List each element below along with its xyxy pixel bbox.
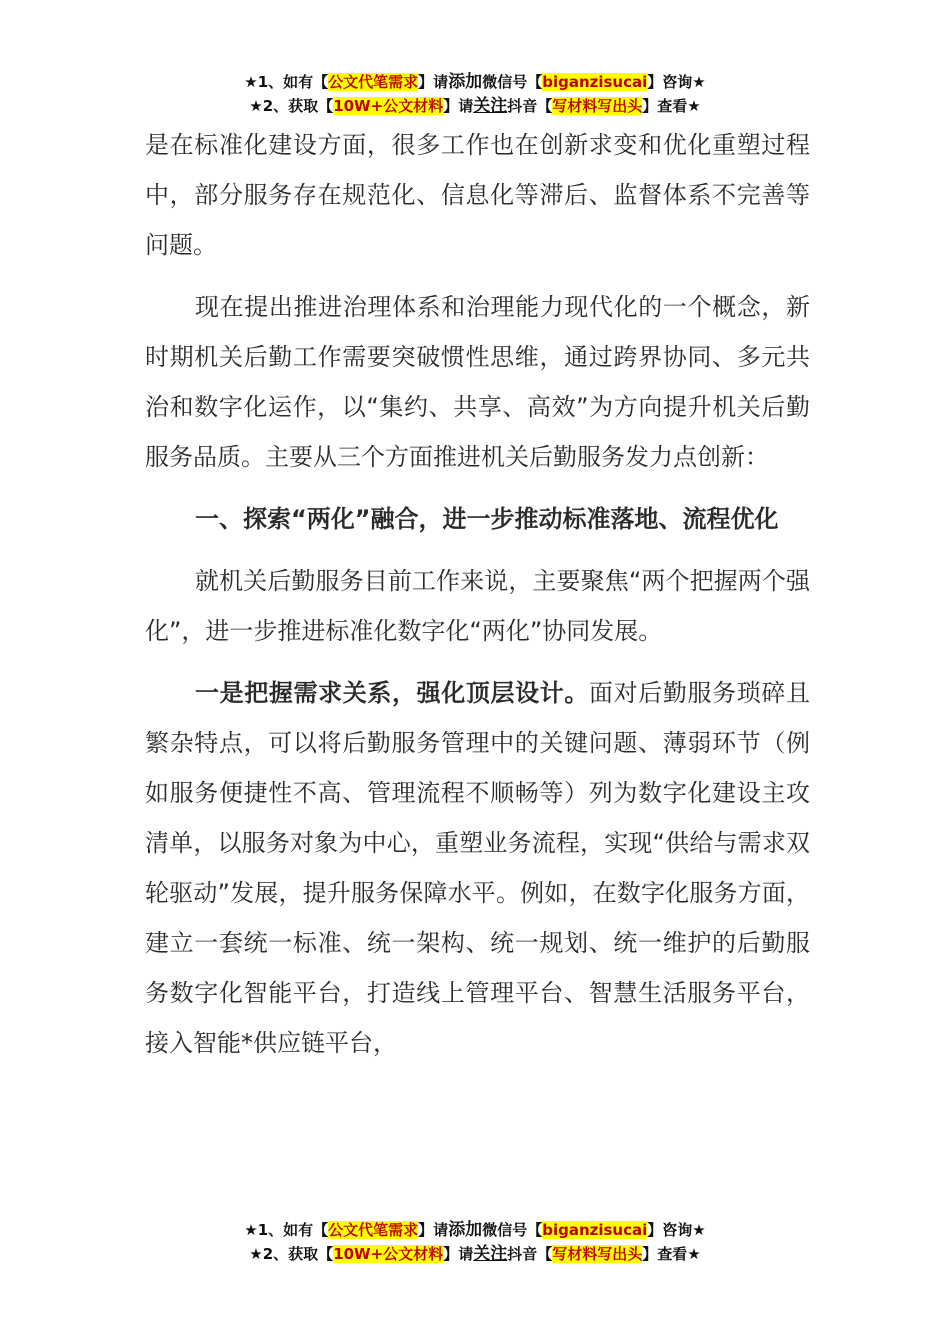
document-body xyxy=(145,120,810,1080)
paragraph-4-text: 面对后勤服务琐碎且繁杂特点，可以将后勤服务管理中的关键问题、薄弱环节（例如服务便捷性不高、管理流程不顺畅等）列为数字化建设主攻清单，以服务对象为中心，重塑业务流程，实现“供给与需求双轮驱动”发展，提升服务保障水平。例如，在数字化服务方面，建立一套统一标准、统一架构、统一规划、统一维护的后勤服务数字化智能平台，打造线上管理平台、智慧生活服务平台，接入智能*供应链平台， xyxy=(145,679,810,1057)
paragraph-2: 现在提出推进治理体系和治理能力现代化的一个概念，新时期机关后勤工作需要突破惯性思维，通过跨界协同、多元共治和数字化运作，以“集约、共享、高效”为方向提升机关后勤服务品质。主要从三个方面推进机关后勤服务发力点创新： xyxy=(145,293,810,471)
banner-line-2: ★2、获取【10W+公文材料】请关注抖音【写材料写出头】查看★ xyxy=(249,96,701,116)
highlight-materials: 10W+公文材料 xyxy=(333,97,444,115)
footer-line-1: ★1、如有【公文代笔需求】请添加微信号【biganzisucai】咨询★ xyxy=(244,1220,706,1240)
highlight-douyin: 写材料写出头 xyxy=(552,97,643,115)
paragraph-4 xyxy=(145,668,810,1068)
section-heading-1: 一、探索“两化”融合，进一步推动标准落地、流程优化 xyxy=(195,505,779,533)
paragraph-1: 是在标准化建设方面，很多工作也在创新求变和优化重塑过程中，部分服务存在规范化、信息化等滞后、监督体系不完善等问题。 xyxy=(145,131,810,259)
highlight-service: 公文代笔需求 xyxy=(328,73,419,91)
paragraph-4-lead: 一是把握需求关系，强化顶层设计。 xyxy=(195,679,589,707)
footer-banner xyxy=(0,1218,950,1266)
highlight-wechat: biganzisucai xyxy=(542,73,648,91)
header-banner xyxy=(0,70,950,118)
banner-line-1: ★1、如有【公文代笔需求】请添加微信号【biganzisucai】咨询★ xyxy=(244,72,706,92)
paragraph-3: 就机关后勤服务目前工作来说，主要聚焦“两个把握两个强化”，进一步推进标准化数字化“两化”协同发展。 xyxy=(145,567,810,645)
footer-line-2: ★2、获取【10W+公文材料】请关注抖音【写材料写出头】查看★ xyxy=(249,1244,701,1264)
